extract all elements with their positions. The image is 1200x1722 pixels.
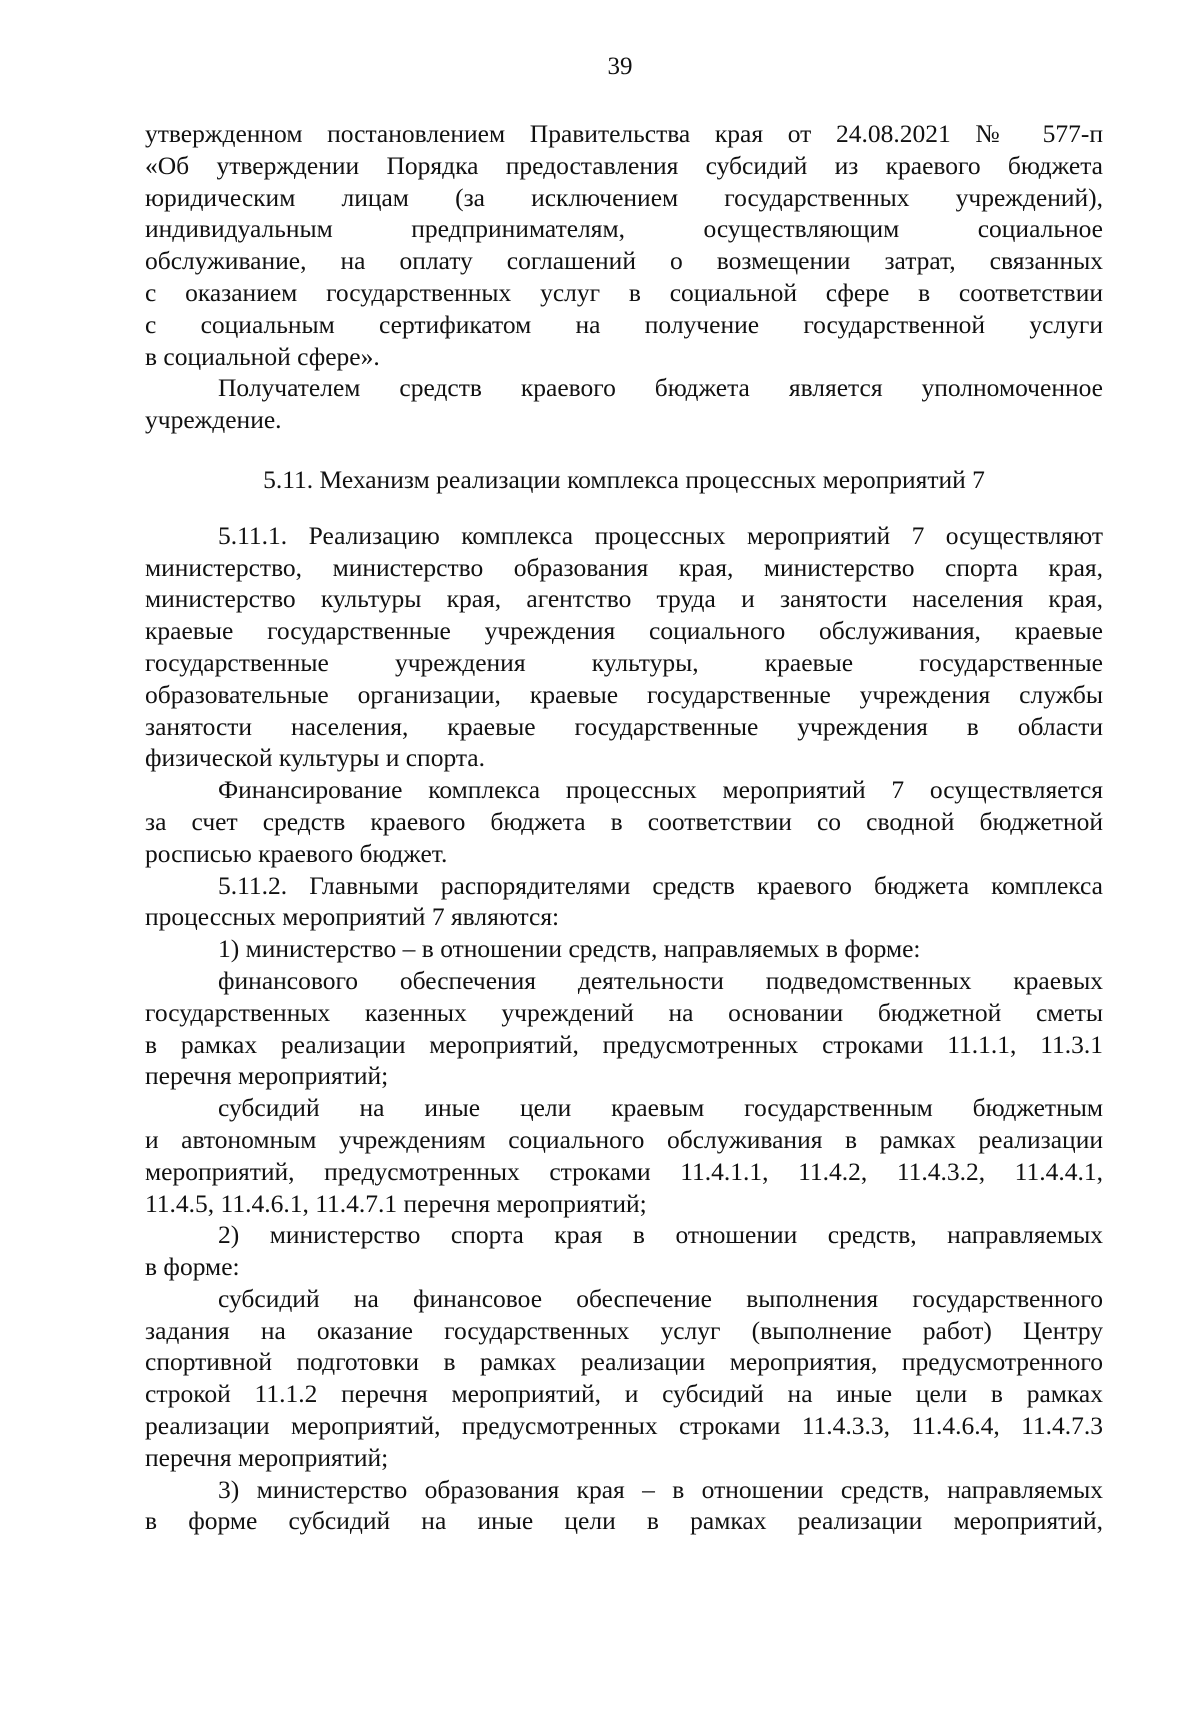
text-line: учреждение. (145, 405, 282, 435)
text-line: в форме субсидий на иные цели в рамках реализации мероприятий, (145, 1506, 1103, 1536)
text-line: 11.4.5, 11.4.6.1, 11.4.7.1 перечня мероприятий; (145, 1188, 647, 1218)
section-heading: 5.11. Механизм реализации комплекса процессных мероприятий 7 (263, 464, 985, 494)
text-line: реализации мероприятий, предусмотренных строками 11.4.3.3, 11.4.6.4, 11.4.7.3 (145, 1411, 1103, 1441)
text-line: процессных мероприятий 7 являются: (145, 902, 560, 932)
text-line: задания на оказание государственных услуг (выполнение работ) Центру (145, 1315, 1103, 1345)
text-line: субсидий на иные цели краевым государственным бюджетным (218, 1093, 1103, 1123)
text-line: индивидуальным предпринимателям, осуществляющим социальное (145, 214, 1103, 244)
text-line: физической культуры и спорта. (145, 743, 486, 773)
text-line: Финансирование комплекса процессных мероприятий 7 осуществляется (218, 775, 1103, 805)
text-line: 2) министерство спорта края в отношении средств, направляемых (218, 1220, 1103, 1250)
text-line: государственных казенных учреждений на основании бюджетной сметы (145, 997, 1103, 1027)
text-line: строкой 11.1.2 перечня мероприятий, и субсидий на иные цели в рамках (145, 1379, 1103, 1409)
text-line: министерство, министерство образования края, министерство спорта края, (145, 552, 1103, 582)
document-body (145, 118, 1103, 1537)
text-line: с оказанием государственных услуг в социальной сфере в соответствии (145, 277, 1103, 307)
text-line: финансового обеспечения деятельности подведомственных краевых (218, 965, 1103, 995)
text-line: краевые государственные учреждения социального обслуживания, краевые (145, 616, 1103, 646)
text-line: перечня мероприятий; (145, 1442, 389, 1472)
text-line: государственные учреждения культуры, краевые государственные (145, 647, 1103, 677)
text-line: росписью краевого бюджет. (145, 838, 448, 868)
text-line: утвержденном постановлением Правительства края от 24.08.2021 № 577-п (145, 119, 1103, 148)
page-number: 39 (607, 53, 633, 80)
text-line: занятости населения, краевые государственные учреждения в области (145, 711, 1103, 741)
text-line: 3) министерство образования края – в отношении средств, направляемых (218, 1474, 1103, 1504)
text-line: обслуживание, на оплату соглашений о возмещении затрат, связанных (145, 246, 1103, 276)
text-line: «Об утверждении Порядка предоставления субсидий из краевого бюджета (145, 150, 1103, 180)
text-line: в социальной сфере». (145, 341, 380, 371)
text-line: с социальным сертификатом на получение государственной услуги (145, 309, 1103, 339)
text-line: образовательные организации, краевые государственные учреждения службы (145, 679, 1103, 709)
text-line: 5.11.1. Реализацию комплекса процессных мероприятий 7 осуществляют (218, 520, 1103, 550)
text-line: Получателем средств краевого бюджета является уполномоченное (218, 373, 1103, 403)
text-line: в рамках реализации мероприятий, предусмотренных строками 11.1.1, 11.3.1 (145, 1029, 1103, 1059)
text-line: 1) министерство – в отношении средств, направляемых в форме: (218, 934, 921, 964)
text-line: субсидий на финансовое обеспечение выполнения государственного (218, 1283, 1103, 1313)
text-line: мероприятий, предусмотренных строками 11.4.1.1, 11.4.2, 11.4.3.2, 11.4.4.1, (145, 1156, 1103, 1186)
text-line: министерство культуры края, агентство труда и занятости населения края, (145, 584, 1103, 614)
text-line: 5.11.2. Главными распорядителями средств краевого бюджета комплекса (218, 870, 1103, 900)
text-line: юридическим лицам (за исключением государственных учреждений), (145, 182, 1103, 212)
text-line: спортивной подготовки в рамках реализации мероприятия, предусмотренного (145, 1347, 1103, 1377)
text-line: и автономным учреждениям социального обслуживания в рамках реализации (145, 1124, 1103, 1154)
text-line: в форме: (145, 1252, 240, 1282)
text-line: за счет средств краевого бюджета в соответствии со сводной бюджетной (145, 806, 1103, 836)
text-line: перечня мероприятий; (145, 1061, 389, 1091)
